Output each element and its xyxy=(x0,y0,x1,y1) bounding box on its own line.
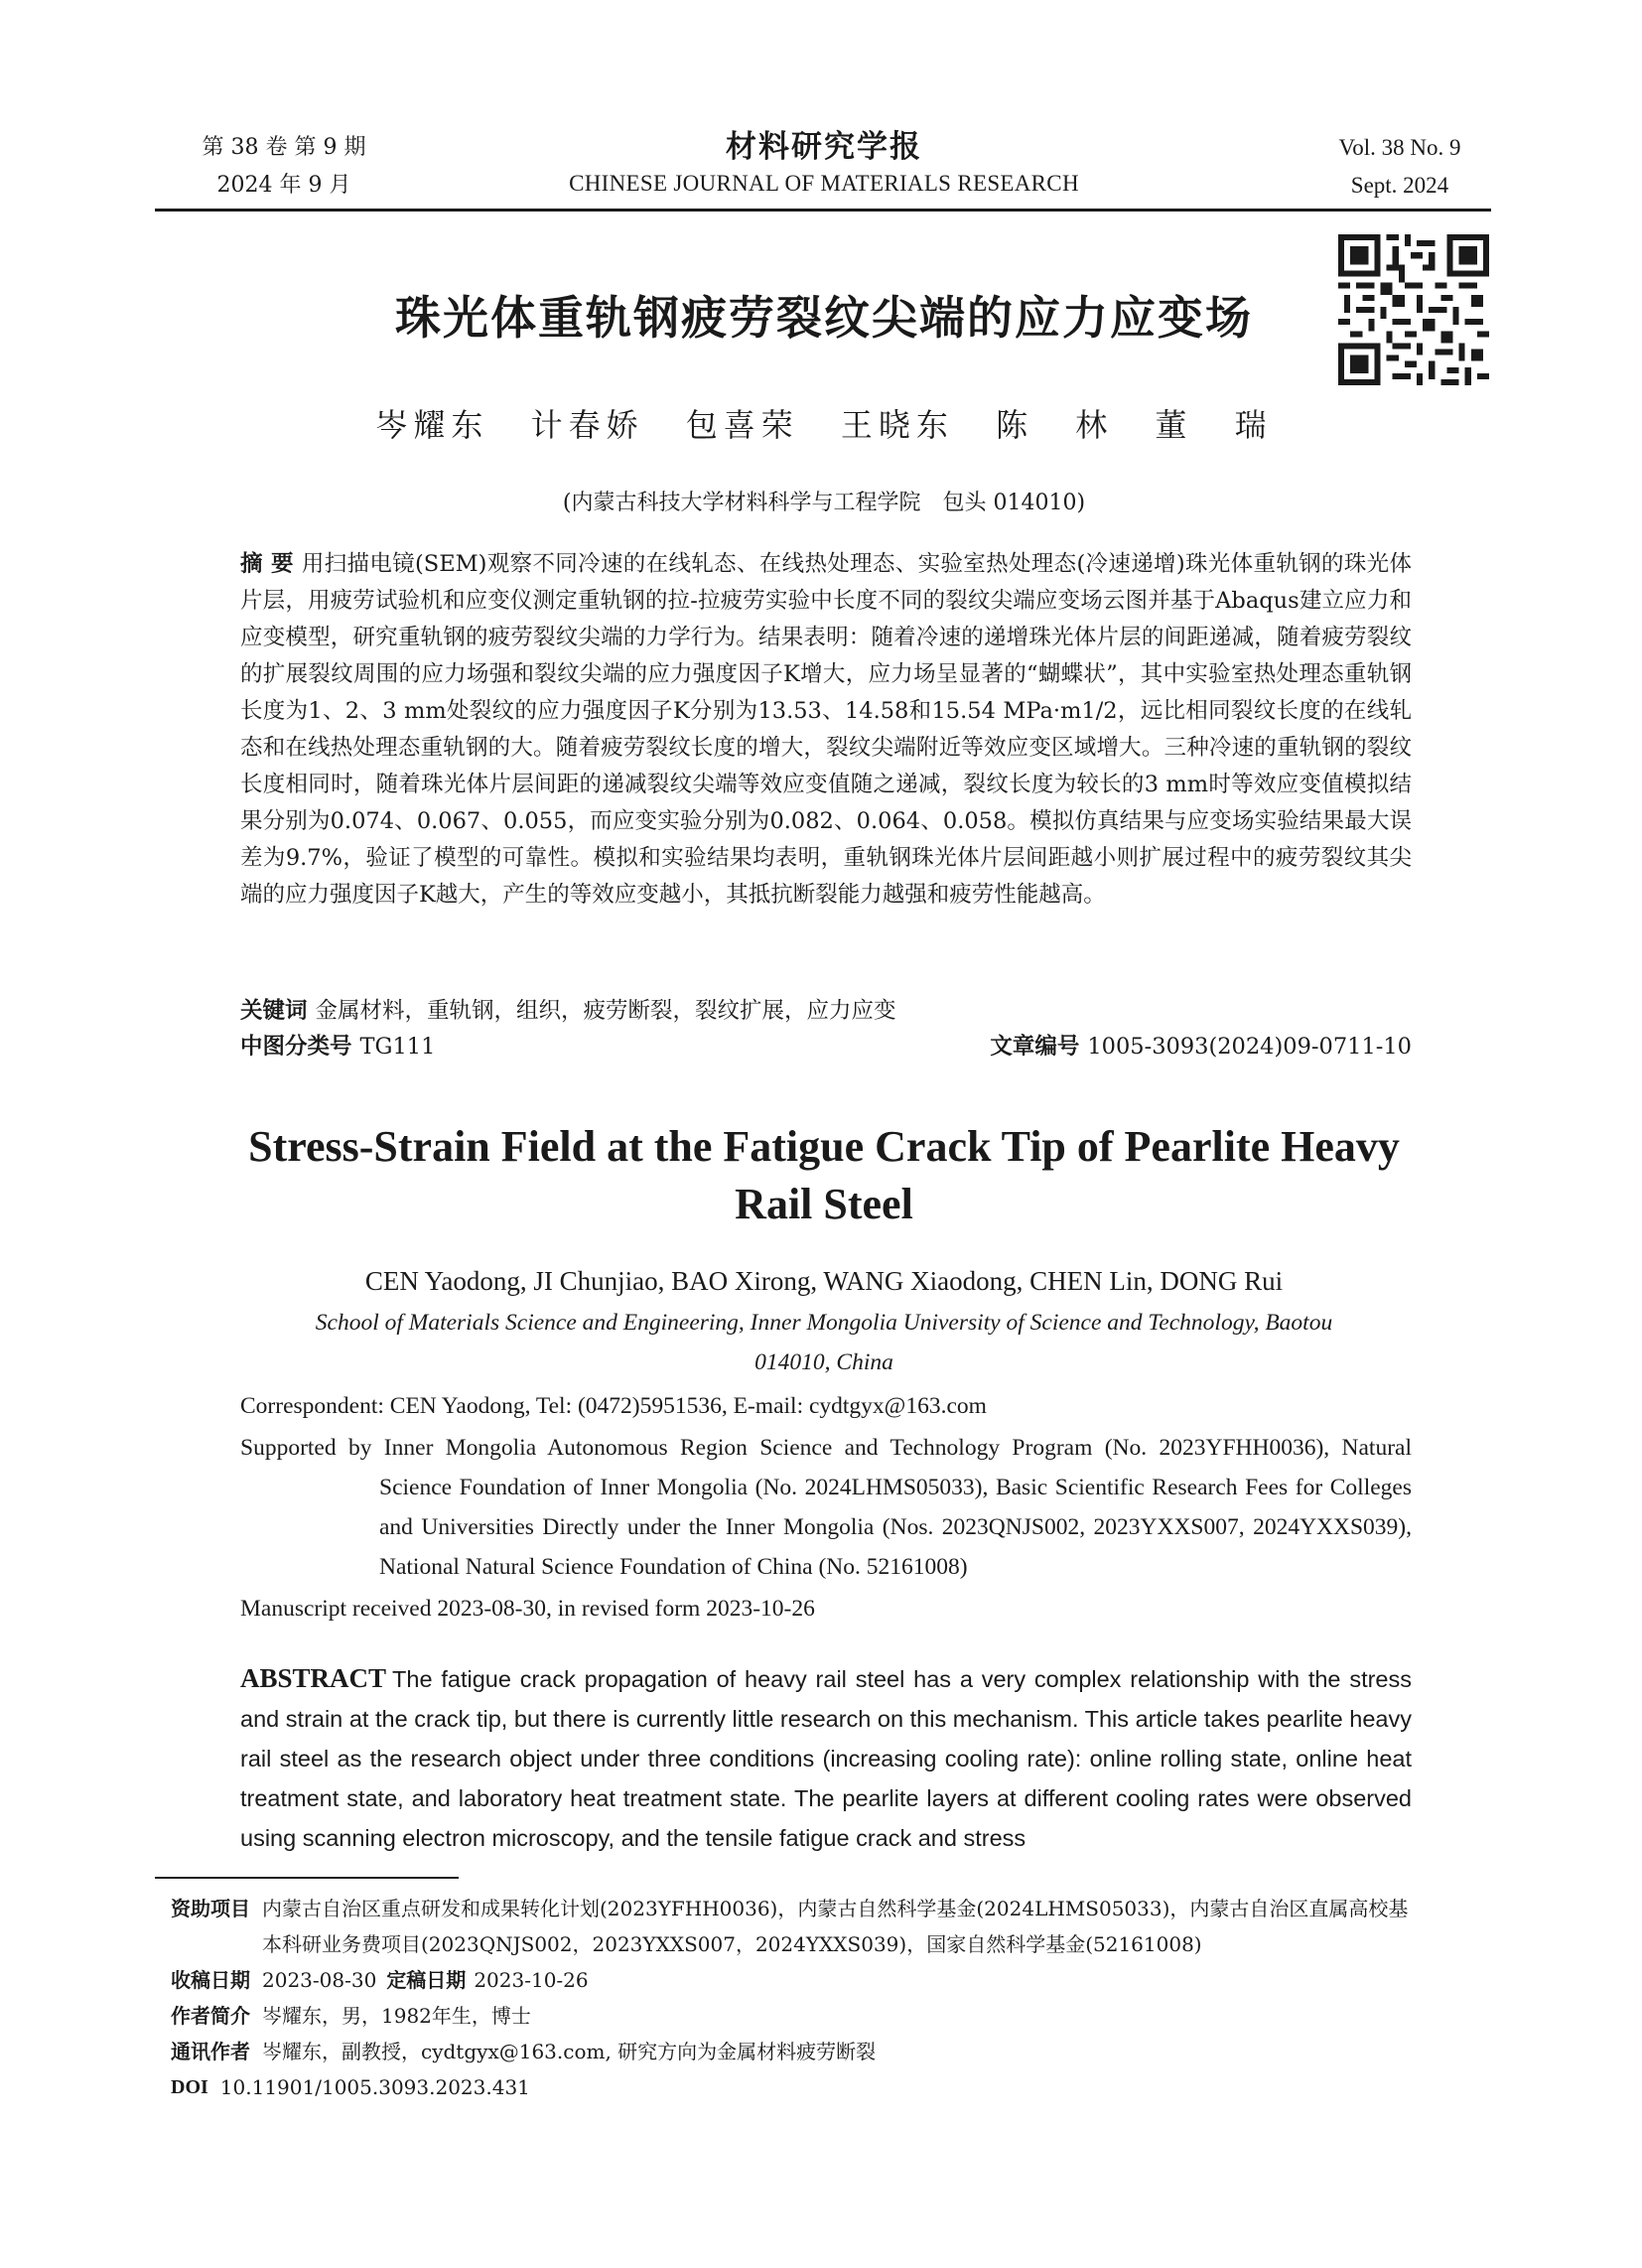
footnote-author-label: 作者简介 xyxy=(171,2004,250,2028)
footnote-funding-label: 资助项目 xyxy=(171,1897,250,1920)
footnote-author xyxy=(171,1998,1412,2034)
footnote-rule xyxy=(155,1877,459,1879)
abstract-en-text: The fatigue crack propagation of heavy rail steel has a very complex relationship with the stress and strain at the crack tip, but there is currently little research on this mechanism. This article takes pearlite heavy rail steel as the research object under three conditions (increasing cooling rate): online rolling state, online heat treatment state, and laboratory heat treatment state. The pearlite layers at different cooling rates were observed using scanning electron microscopy, and the tensile fatigue crack and stress xyxy=(240,1666,1412,1851)
article-number xyxy=(990,1029,1412,1065)
affiliation-cn: (内蒙古科技大学材料科学与工程学院 包头 014010) xyxy=(562,491,1086,515)
footnote-dates xyxy=(171,1962,1412,1998)
abstract-cn xyxy=(240,546,1412,914)
article-number-value: 1005-3093(2024)09-0711-10 xyxy=(1087,1034,1412,1060)
affiliation-en: School of Materials Science and Engineering, Inner Mongolia University of Science and Technology, Baotou 014010, China xyxy=(315,1310,1333,1375)
volume-issue-en: Vol. 38 No. 9 xyxy=(1338,135,1461,160)
class-label: 中图分类号 xyxy=(240,1034,352,1060)
correspondent-en: Correspondent: CEN Yaodong, Tel: (0472)5951536, E-mail: cydtgyx@163.com xyxy=(240,1393,987,1419)
funding-en: Supported by Inner Mongolia Autonomous Region Science and Technology Program (No. 2023YFHH0036), Natural Science Foundation of Inner Mongolia (No. 2024LHMS05033), Basic Scientific Research Fees for Colleges and Universities Directly under the Inner Mongolia (Nos. 2023QNJS002, 2023YXXS007, 2024YXXS039), National Natural Science Foundation of China (No. 52161008) xyxy=(240,1435,1412,1580)
classification-row xyxy=(240,1029,1412,1065)
footnotes xyxy=(171,1891,1412,2105)
date-cn: 2024 年 9 月 xyxy=(216,173,351,198)
authors-en: CEN Yaodong, JI Chunjiao, BAO Xirong, WANG Xiaodong, CHEN Lin, DONG Rui xyxy=(364,1266,1284,1296)
abstract-cn-label: 摘 要 xyxy=(240,551,294,577)
date-en: Sept. 2024 xyxy=(1350,173,1449,198)
footnote-author-text: 岑耀东，男，1982年生，博士 xyxy=(262,2004,531,2028)
keywords-cn-label: 关键词 xyxy=(240,998,308,1024)
journal-name-cn: 材料研究学报 xyxy=(726,129,922,165)
footnote-received-label: 收稿日期 xyxy=(171,1968,250,1992)
abstract-en-label: ABSTRACT xyxy=(240,1663,387,1693)
authors-cn: 岑耀东 计春娇 包喜荣 王晓东 陈 林 董 瑞 xyxy=(375,406,1273,444)
footnote-corresponding-text: 岑耀东，副教授，cydtgyx@163.com, 研究方向为金属材料疲劳断裂 xyxy=(262,2040,877,2063)
doi-link[interactable]: 10.11901/1005.3093.2023.431 xyxy=(219,2075,530,2099)
abstract-en xyxy=(240,1658,1412,1858)
paper-title-cn: 珠光体重轨钢疲劳裂纹尖端的应力应变场 xyxy=(395,291,1253,345)
abstract-cn-text: 用扫描电镜(SEM)观察不同冷速的在线轧态、在线热处理态、实验室热处理态(冷速递增)珠光体重轨钢的珠光体片层，用疲劳试验机和应变仪测定重轨钢的拉-拉疲劳实验中长度不同的裂纹尖端应变场云图并基于Abaqus建立应力和应变模型，研究重轨钢的疲劳裂纹尖端的力学行为。结果表明：随着冷速的递增珠光体片层的间距递减，随着疲劳裂纹的扩展裂纹周围的应力场强和裂纹尖端的应力强度因子K增大，应力场呈显著的“蝴蝶状”，其中实验室热处理态重轨钢长度为1、2、3 mm处裂纹的应力强度因子K分别为13.53、14.58和15.54 MPa·m1/2，远比相同裂纹长度的在线轧态和在线热处理态重轨钢的大。随着疲劳裂纹长度的增大，裂纹尖端附近等效应变区域增大。三种冷速的重轨钢的裂纹长度相同时，随着珠光体片层间距的递减裂纹尖端等效应变值随之递减，裂纹长度为较长的3 mm时等效应变值模拟结果分别为0.074、0.067、0.055，而应变实验分别为0.082、0.064、0.058。模拟仿真结果与应变场实验结果最大误差为9.7%，验证了模型的可靠性。模拟和实验结果均表明，重轨钢珠光体片层间距越小则扩展过程中的疲劳裂纹其尖端的应力强度因子K越大，产生的等效应变越小，其抵抗断裂能力越强和疲劳性能越高。 xyxy=(240,551,1412,908)
header-rule xyxy=(155,209,1491,212)
class-value: TG111 xyxy=(359,1034,436,1060)
footnote-dates-text xyxy=(262,1962,1412,1998)
article-number-label: 文章编号 xyxy=(990,1034,1080,1060)
footnote-revised-label: 定稿日期 xyxy=(386,1968,467,1992)
doi-label: DOI xyxy=(171,2076,208,2098)
volume-issue-cn: 第 38 卷 第 9 期 xyxy=(202,135,366,160)
footnote-corresponding-label: 通讯作者 xyxy=(171,2040,250,2063)
manuscript-received-en: Manuscript received 2023-08-30, in revised form 2023-10-26 xyxy=(240,1596,815,1622)
header-right xyxy=(1310,129,1489,205)
footnote-received-date: 2023-08-30 xyxy=(262,1968,377,1992)
paper-title-en: Stress-Strain Field at the Fatigue Crack Tip of Pearlite Heavy Rail Steel xyxy=(248,1122,1400,1228)
header-center xyxy=(536,127,1112,201)
footnote-funding xyxy=(171,1891,1412,1962)
footnote-funding-text: 内蒙古自治区重点研发和成果转化计划(2023YFHH0036)，内蒙古自然科学基金(2024LHMS05033)，内蒙古自治区直属高校基本科研业务费项目(2023QNJS002，2023YXXS007，2024YXXS039)，国家自然科学基金(52161008) xyxy=(262,1897,1409,1956)
qr-code-icon xyxy=(1338,234,1489,385)
footnote-corresponding xyxy=(171,2034,1412,2069)
keywords-cn-text: 金属材料，重轨钢，组织，疲劳断裂，裂纹扩展，应力应变 xyxy=(315,998,896,1024)
footnote-revised-date: 2023-10-26 xyxy=(474,1968,589,1992)
footnote-doi xyxy=(171,2069,1412,2105)
keywords-cn xyxy=(240,993,1412,1030)
journal-name-en: CHINESE JOURNAL OF MATERIALS RESEARCH xyxy=(569,171,1079,196)
header-left xyxy=(175,129,393,205)
